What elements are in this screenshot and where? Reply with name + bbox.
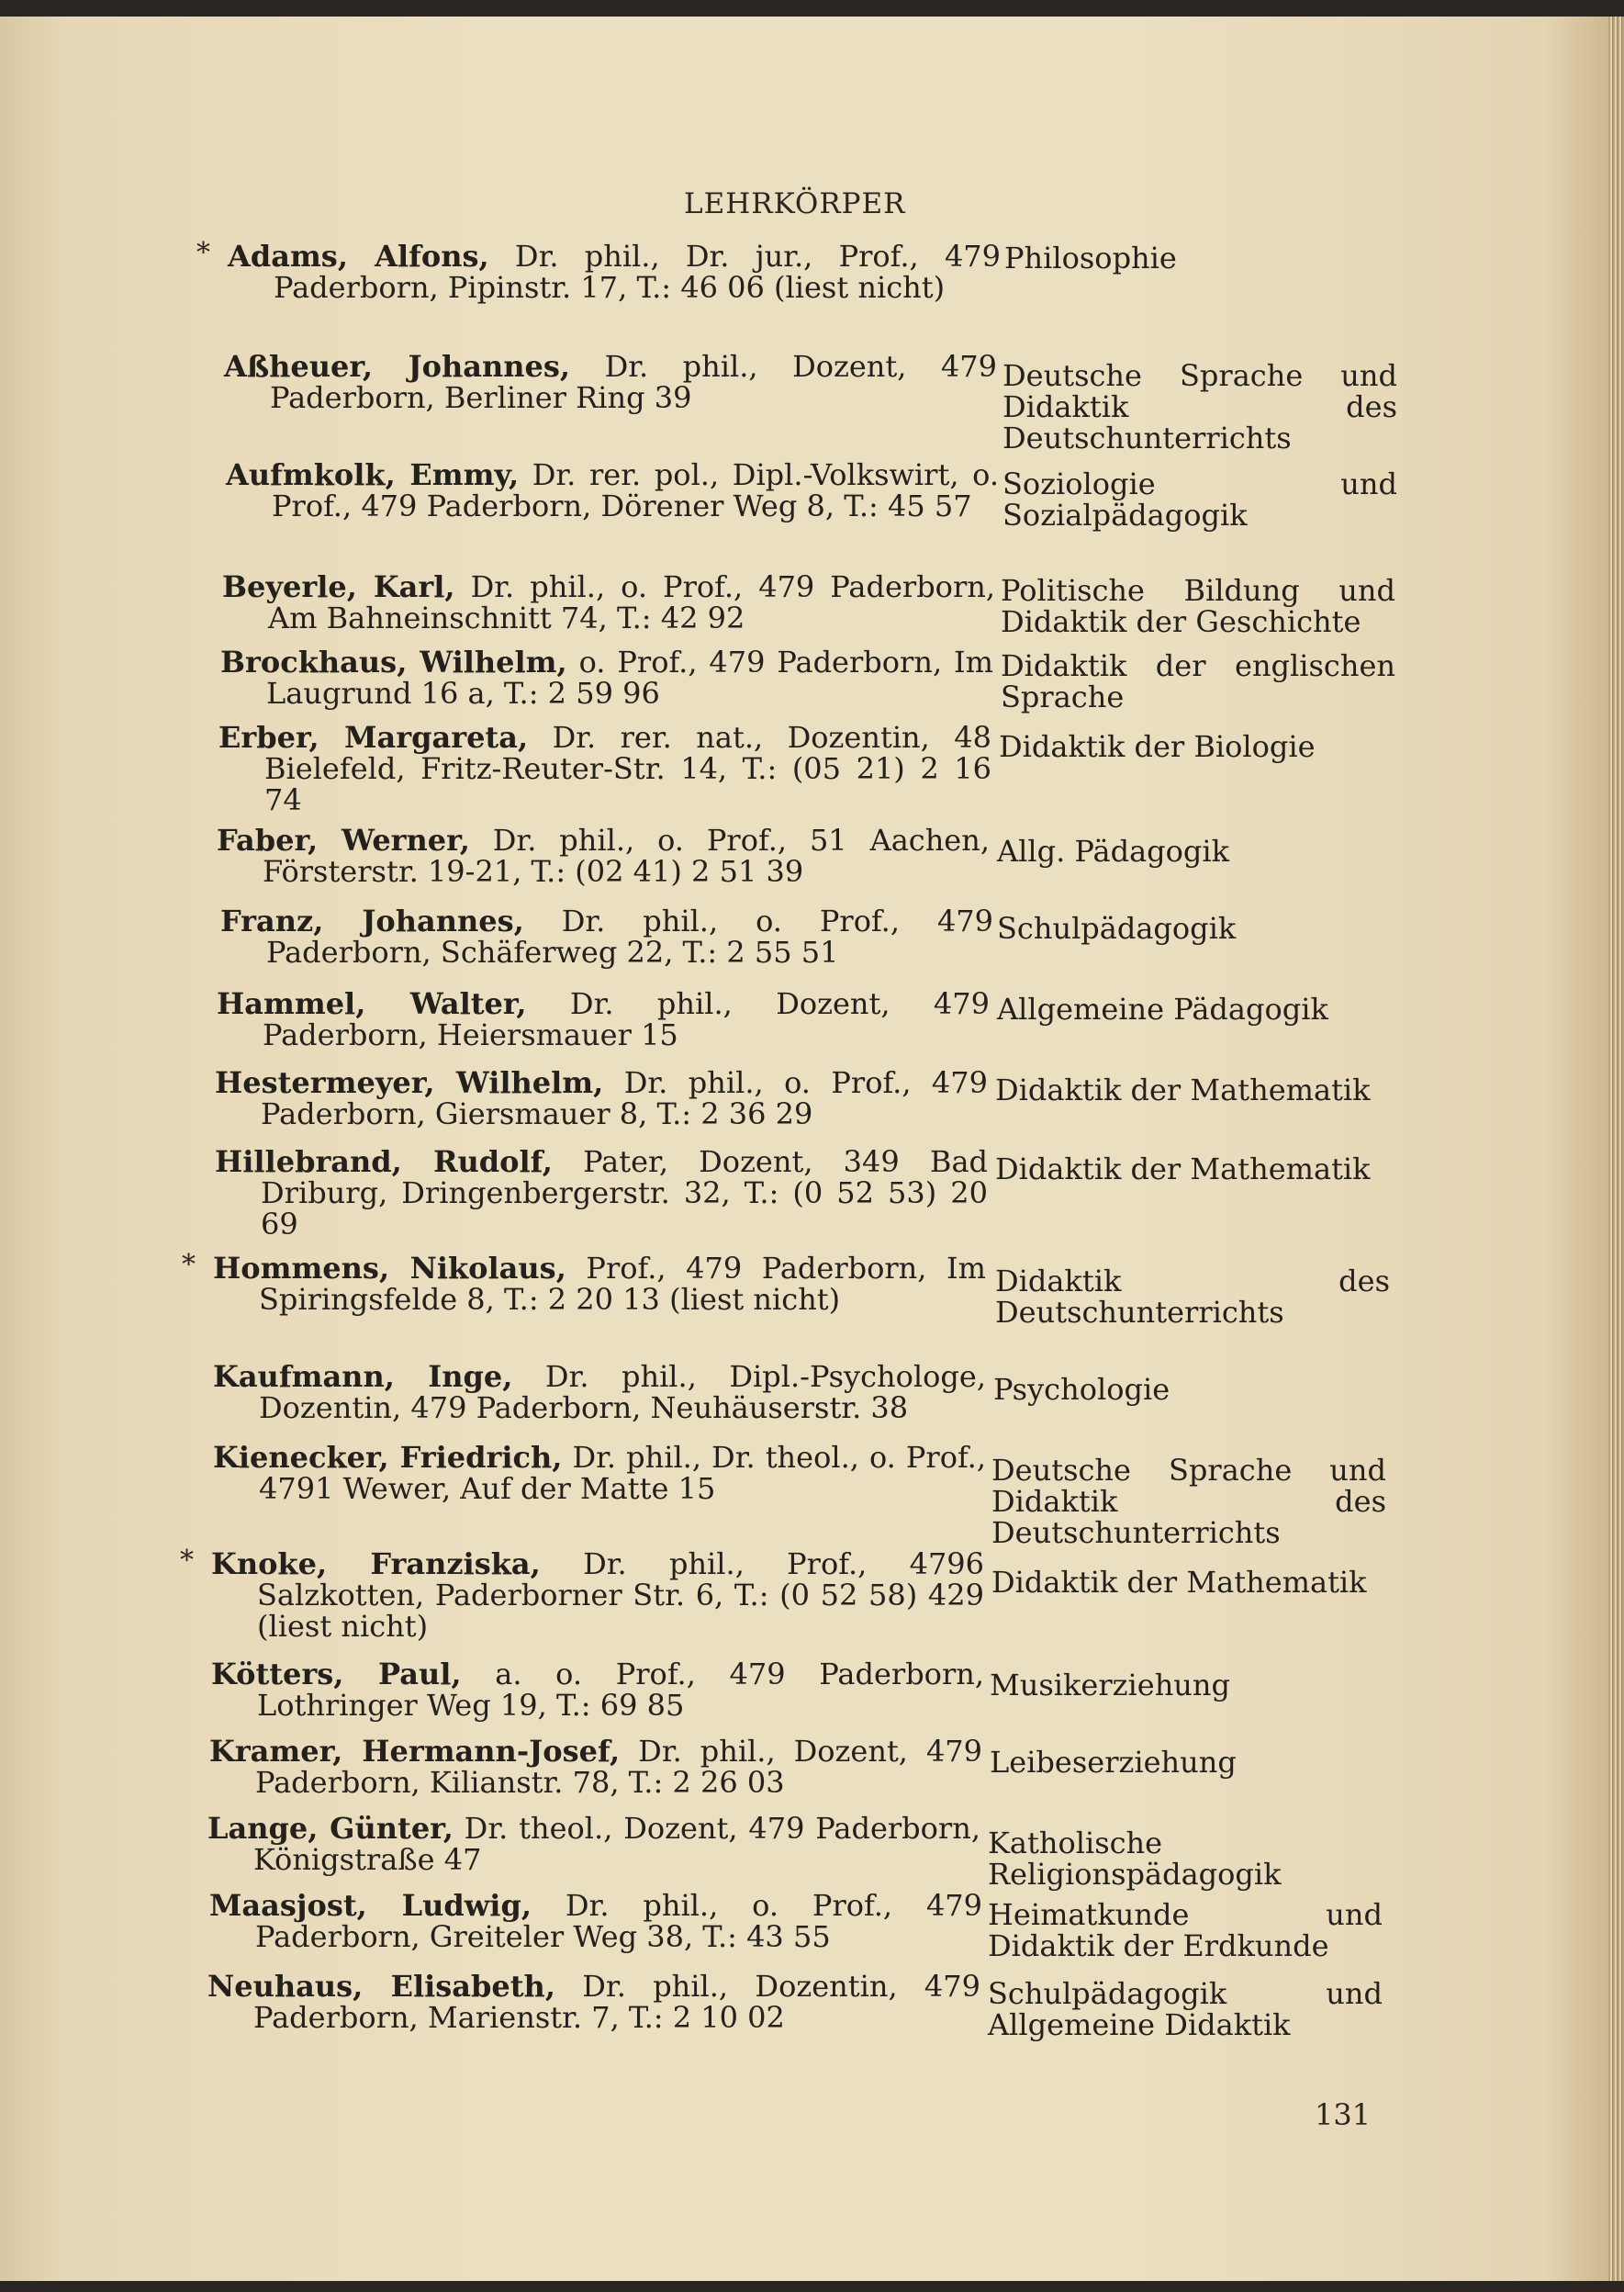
entry-person <box>207 1813 980 1875</box>
entry-name: Beyerle, Karl, <box>222 569 455 604</box>
entry-subject: Didaktik der Mathematik <box>991 1565 1367 1600</box>
entry-subject: Heimatkunde und Didaktik der Erdkunde <box>988 1897 1383 1963</box>
entry-name: Lange, Günter, <box>207 1811 454 1846</box>
entry-details: Dr. phil., o. Prof., 479 Paderborn, Giersmauer 8, T.: 2 36 29 <box>261 1065 989 1131</box>
entry-person <box>224 351 997 413</box>
entry-name: Kienecker, Friedrich, <box>213 1440 563 1475</box>
entry-details: Prof., 479 Paderborn, Im Spiringsfelde 8, T.: 2 20 13 (liest nicht) <box>259 1251 987 1317</box>
entry-person <box>209 1890 982 1952</box>
entry-details: Dr. phil., Dozent, 479 Paderborn, Kilianstr. 78, T.: 2 26 03 <box>255 1734 983 1800</box>
entry-details: Dr. phil., o. Prof., 51 Aachen, Försterstr. 19-21, T.: (02 41) 2 51 39 <box>263 823 991 889</box>
entry-name: Faber, Werner, <box>217 823 470 858</box>
entry-subject: Musikerziehung <box>990 1668 1230 1702</box>
entry-details: Pater, Dozent, 349 Bad Driburg, Dringenbergerstr. 32, T.: (0 52 53) 20 69 <box>261 1144 989 1242</box>
entry-details: Dr. phil., Dipl.-Psychologe, Dozentin, 479 Paderborn, Neuhäuserstr. 38 <box>259 1359 987 1425</box>
entry-person <box>215 1146 988 1240</box>
entry-person <box>213 1253 986 1315</box>
entry-details: Dr. phil., Dozent, 479 Paderborn, Berliner Ring 39 <box>270 349 998 415</box>
entry-name: Hommens, Nikolaus, <box>213 1251 566 1286</box>
page-title: LEHRKÖRPER <box>684 187 906 220</box>
entry-person <box>209 1736 982 1798</box>
entry-details: a. o. Prof., 479 Paderborn, Lothringer Weg 19, T.: 69 85 <box>257 1657 985 1723</box>
entry-marker: * <box>196 237 210 269</box>
entry-details: Dr. phil., o. Prof., 479 Paderborn, Schäferweg 22, T.: 2 55 51 <box>266 904 994 970</box>
entry-person <box>217 825 990 887</box>
page-edge <box>1608 17 1624 2281</box>
entry-details: Dr. theol., Dozent, 479 Paderborn, Königstraße 47 <box>253 1811 980 1877</box>
entry-subject: Deutsche Sprache und Didaktik des Deutschunterrichts <box>1002 358 1397 455</box>
entry-subject: Didaktik des Deutschunterrichts <box>995 1264 1390 1330</box>
entry-person <box>211 1658 984 1721</box>
entry-subject: Allg. Pädagogik <box>997 834 1229 869</box>
entry-subject: Deutsche Sprache und Didaktik des Deutschunterrichts <box>991 1453 1386 1550</box>
entry-person <box>217 988 990 1050</box>
entry-details: Dr. phil., Dozentin, 479 Paderborn, Marienstr. 7, T.: 2 10 02 <box>253 1969 980 2035</box>
entry-person <box>220 646 993 709</box>
entry-name: Erber, Margareta, <box>218 720 529 755</box>
entry-marker: * <box>182 1249 196 1281</box>
entry-name: Brockhaus, Wilhelm, <box>220 645 567 680</box>
entry-subject: Didaktik der Mathematik <box>995 1073 1371 1107</box>
entry-subject: Didaktik der englischen Sprache <box>1001 648 1395 714</box>
entry-subject: Schulpädagogik <box>997 911 1237 946</box>
entry-subject: Psychologie <box>993 1372 1170 1407</box>
entry-name: Franz, Johannes, <box>220 904 524 938</box>
entry-name: Aufmkolk, Emmy, <box>226 457 520 492</box>
entry-name: Hillebrand, Rudolf, <box>215 1144 553 1179</box>
entry-person <box>213 1442 986 1504</box>
entry-details: Dr. phil., o. Prof., 479 Paderborn, Greiteler Weg 38, T.: 43 55 <box>255 1888 983 1954</box>
entry-details: o. Prof., 479 Paderborn, Im Laugrund 16 a, T.: 2 59 96 <box>266 645 993 711</box>
entry-name: Adams, Alfons, <box>228 239 489 274</box>
entry-subject: Schulpädagogik und Allgemeine Didaktik <box>988 1976 1383 2042</box>
entry-name: Aßheuer, Johannes, <box>224 349 571 384</box>
entry-subject: Soziologie und Sozialpädagogik <box>1002 466 1397 533</box>
entry-name: Kötters, Paul, <box>211 1657 462 1691</box>
entry-details: Dr. phil., Dozent, 479 Paderborn, Heiersmauer 15 <box>263 986 990 1052</box>
entry-details: Dr. phil., o. Prof., 479 Paderborn, Am Bahneinschnitt 74, T.: 42 92 <box>268 569 996 635</box>
entry-name: Maasjost, Ludwig, <box>209 1888 532 1923</box>
entry-name: Knoke, Franziska, <box>211 1546 541 1581</box>
entry-person <box>218 722 991 815</box>
entry-details: Dr. rer. pol., Dipl.-Volkswirt, o. Prof., 479 Paderborn, Dörener Weg 8, T.: 45 57 <box>272 457 999 523</box>
entry-subject: Leibeserziehung <box>990 1745 1237 1780</box>
entry-name: Neuhaus, Elisabeth, <box>207 1969 555 2004</box>
page-number: 131 <box>1315 2097 1372 2132</box>
entry-person <box>226 459 999 522</box>
entry-person <box>222 571 995 634</box>
entry-name: Kramer, Hermann-Josef, <box>209 1734 621 1769</box>
entry-subject: Allgemeine Pädagogik <box>997 992 1328 1027</box>
entry-subject: Philosophie <box>1004 241 1177 275</box>
entry-name: Hestermeyer, Wilhelm, <box>215 1065 604 1100</box>
entry-person <box>211 1548 984 1642</box>
entry-subject: Didaktik der Mathematik <box>995 1152 1371 1186</box>
entry-person <box>220 905 993 968</box>
entry-details: Dr. phil., Prof., 4796 Salzkotten, Paderborner Str. 6, T.: (0 52 58) 429 (liest nicht) <box>257 1546 985 1644</box>
entry-person <box>215 1067 988 1129</box>
entry-details: Dr. phil., Dr. theol., o. Prof., 4791 Wewer, Auf der Matte 15 <box>259 1440 987 1506</box>
entry-subject: Didaktik der Biologie <box>999 729 1316 764</box>
entry-subject: Katholische Religionspädagogik <box>988 1826 1282 1892</box>
entry-name: Kaufmann, Inge, <box>213 1359 513 1394</box>
entry-marker: * <box>180 1545 194 1577</box>
entry-person <box>207 1971 980 2033</box>
entry-details: Dr. phil., Dr. jur., Prof., 479 Paderborn, Pipinstr. 17, T.: 46 06 (liest nicht) <box>274 239 1002 305</box>
entry-person <box>213 1361 986 1423</box>
entry-details: Dr. rer. nat., Dozentin, 48 Bielefeld, Fritz-Reuter-Str. 14, T.: (05 21) 2 16 74 <box>264 720 992 817</box>
entry-person <box>228 241 1001 303</box>
entry-name: Hammel, Walter, <box>217 986 527 1021</box>
entry-subject: Politische Bildung und Didaktik der Geschichte <box>1001 573 1395 639</box>
